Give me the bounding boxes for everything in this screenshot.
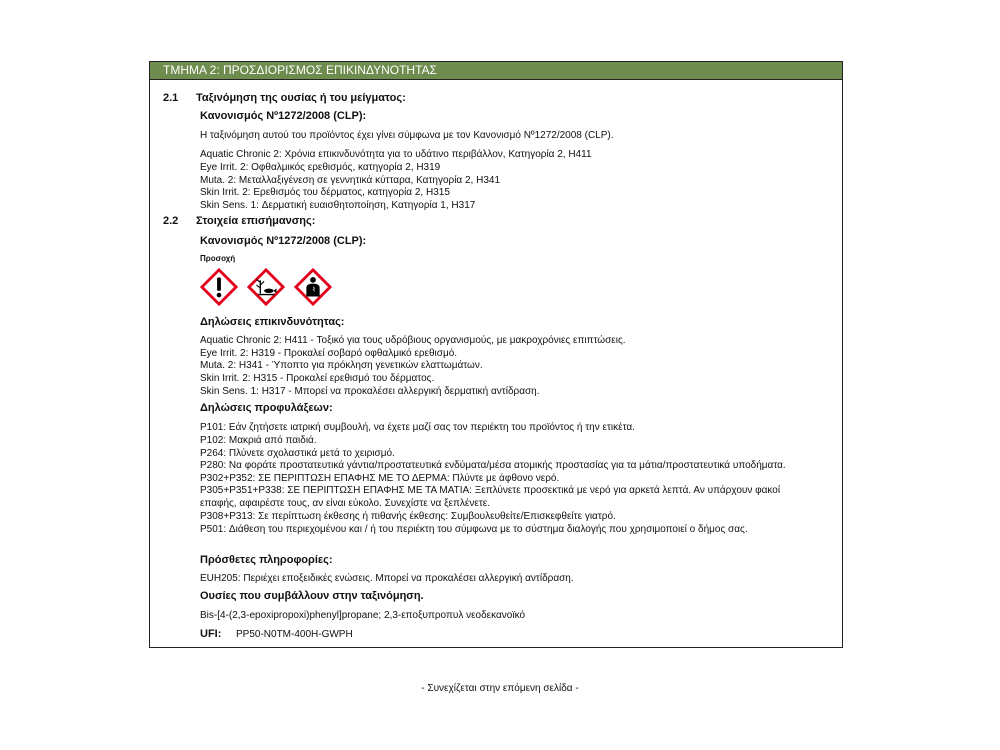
additional-info-heading: Πρόσθετες πληροφορίες:: [200, 554, 333, 566]
precautionary-statements-heading: Δηλώσεις προφυλάξεων:: [200, 402, 333, 414]
regulation-heading-2-2: Κανονισμός Nº1272/2008 (CLP):: [200, 235, 367, 247]
precautionary-statement: P308+P313: Σε περίπτωση έκθεσης ή πιθανής έκθεσης: Συμβουλευθείτε/Επισκεφθείτε γιατρό.: [200, 511, 616, 522]
classification-line: Skin Sens. 1: Δερματική ευαισθητοποίηση, Κατηγορία 1, H317: [200, 200, 476, 211]
continued-footer: - Συνεχίζεται στην επόμενη σελίδα -: [421, 683, 579, 694]
precautionary-statement: P264: Πλύνετε σχολαστικά μετά το χειρισμό.: [200, 448, 395, 459]
hazard-statement: Eye Irrit. 2: H319 - Προκαλεί σοβαρό οφθαλμικό ερεθισμό.: [200, 348, 458, 359]
section-number-2-2: 2.2: [163, 215, 179, 227]
ufi-label: UFI:: [200, 628, 222, 640]
additional-info-text: EUH205: Περιέχει εποξειδικές ενώσεις. Μπορεί να προκαλέσει αλλεργική αντίδραση.: [200, 573, 574, 584]
ufi-value: PP50-N0TM-400H-GWPH: [236, 629, 353, 640]
section-frame: [149, 61, 843, 648]
section-number-2-1: 2.1: [163, 92, 179, 104]
contributing-substances-text: Bis-[4-(2,3-epoxipropoxi)phenyl]propane; 2,3-εποξυπροπυλ νεοδεκανοϊκό: [200, 610, 526, 621]
hazard-statement: Skin Irrit. 2: H315 - Προκαλεί ερεθισμό του δέρματος.: [200, 373, 435, 384]
section-2-1-title: Ταξινόμηση της ουσίας ή του μείγματος:: [196, 92, 406, 104]
precautionary-statement: P302+P352: ΣΕ ΠΕΡΙΠΤΩΣΗ ΕΠΑΦΗΣ ΜΕ ΤΟ ΔΕΡΜΑ: Πλύντε με άφθονο νερό.: [200, 473, 560, 484]
classification-line: Skin Irrit. 2: Ερεθισμός του δέρματος, κατηγορία 2, H315: [200, 187, 450, 198]
section-header: ΤΜΗΜΑ 2: ΠΡΟΣΔΙΟΡΙΣΜΟΣ ΕΠΙΚΙΝΔΥΝΟΤΗΤΑΣ: [150, 62, 842, 80]
regulation-heading-2-1: Κανονισμός Nº1272/2008 (CLP):: [200, 110, 367, 122]
precautionary-statement: P501: Διάθεση του περιεχομένου και / ή του περιέκτη του σύμφωνα με το σύστημα διαλογής που χρησιμοποιεί ο δήμος σας.: [200, 524, 748, 535]
classification-line: Aquatic Chronic 2: Χρόνια επικινδυνότητα για το υδάτινο περιβάλλον, Κατηγορία 2, H411: [200, 149, 592, 160]
hazard-statement: Aquatic Chronic 2: H411 - Τοξικό για τους υδρόβιους οργανισμούς, με μακροχρόνιες επιπτώσεις.: [200, 335, 626, 346]
exclamation-mark-pictogram: [200, 268, 238, 306]
section-2-2-title: Στοιχεία επισήμανσης:: [196, 215, 316, 227]
precautionary-statement: P102: Μακριά από παιδιά.: [200, 435, 317, 446]
precautionary-statement: P101: Εάν ζητήσετε ιατρική συμβουλή, να έχετε μαζί σας τον περιέκτη του προϊόντος ή την ετικέτα.: [200, 422, 635, 433]
hazard-statement: Skin Sens. 1: H317 - Μπορεί να προκαλέσει αλλεργική δερματική αντίδραση.: [200, 386, 540, 397]
precautionary-statement: P305+P351+P338: ΣΕ ΠΕΡΙΠΤΩΣΗ ΕΠΑΦΗΣ ΜΕ ΤΑ ΜΑΤΙΑ: Ξεπλύνετε προσεκτικά με νερό για αρκετά λεπτά. Αν υπάρχουν φακοί: [200, 485, 781, 496]
hazard-statements-heading: Δηλώσεις επικινδυνότητας:: [200, 316, 345, 328]
classification-line: Eye Irrit. 2: Οφθαλμικός ερεθισμός, κατηγορία 2, H319: [200, 162, 441, 173]
precautionary-statement-continued: επαφής, αφαιρέστε τους, αν είναι εύκολο. Συνεχίστε να ξεπλένετε.: [200, 498, 491, 509]
classification-line: Muta. 2: Μεταλλαξιγένεση σε γεννητικά κύτταρα, Κατηγορία 2, H341: [200, 175, 501, 186]
precautionary-statement: P280: Να φοράτε προστατευτικά γάντια/προστατευτικά ενδύματα/μέσα ατομικής προστασίας για τα μάτια/προστατευτικά υποδήματα.: [200, 460, 786, 471]
classification-intro: Η ταξινόμηση αυτού του προϊόντος έχει γίνει σύμφωνα με τον Κανονισμό Nº1272/2008 (CLP).: [200, 130, 614, 141]
hazard-statement: Muta. 2: H341 - Ύποπτο για πρόκληση γενετικών ελαττωμάτων.: [200, 360, 483, 371]
health-hazard-pictogram: [294, 268, 332, 306]
signal-word: Προσοχή: [200, 254, 236, 263]
contributing-substances-heading: Ουσίες που συμβάλλουν στην ταξινόμηση.: [200, 590, 424, 602]
environment-pictogram: [247, 268, 285, 306]
